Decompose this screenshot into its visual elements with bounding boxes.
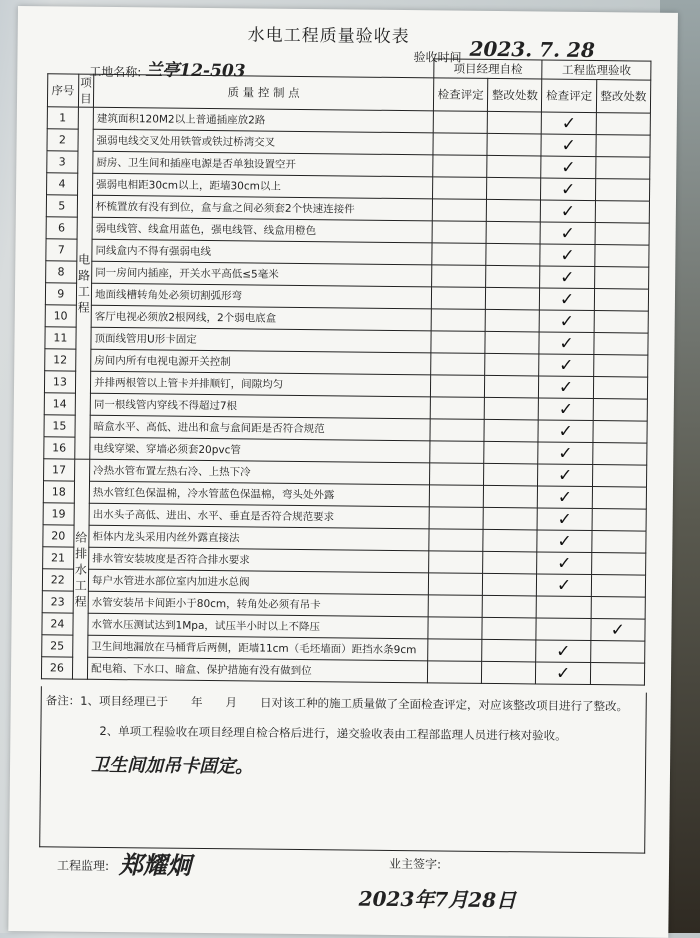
row-number: 4 — [47, 173, 78, 195]
sup-rectify-cell — [594, 333, 649, 356]
row-number: 17 — [44, 459, 75, 481]
sup-check-cell: ✓ — [539, 332, 593, 355]
sup-check-cell: ✓ — [538, 486, 592, 509]
row-number: 26 — [41, 657, 72, 679]
pm-check-cell — [432, 221, 486, 244]
sup-rectify-cell — [596, 135, 651, 158]
sup-rectify-cell — [595, 201, 650, 224]
control-point-text: 冷热水管布置左热右冷、上热下冷 — [90, 459, 430, 485]
sup-check-cell: ✓ — [536, 662, 590, 685]
pm-check-cell — [430, 419, 484, 442]
pm-rectify-cell — [483, 573, 537, 596]
pm-check-cell — [432, 265, 486, 288]
sup-rectify-cell — [592, 487, 647, 510]
pm-check-cell — [430, 397, 484, 420]
sup-rectify-cell — [592, 465, 647, 488]
category-water: 给排水工程 — [72, 459, 90, 679]
pm-self-check-header: 项目经理自检 — [434, 59, 543, 79]
supervisor-label: 工程监理: — [56, 858, 110, 874]
sup-check-cell: ✓ — [539, 354, 593, 377]
sup-check-cell: ✓ — [540, 244, 594, 267]
control-point-text: 客厅电视必须放2根网线，2个弱电底盒 — [91, 305, 431, 331]
sup-check-cell: ✓ — [538, 420, 592, 443]
pm-rectify-cell — [485, 353, 539, 376]
control-point-text: 地面线槽转角处必须切割弧形弯 — [91, 283, 431, 309]
sup-check-cell: ✓ — [536, 640, 590, 663]
pm-check-cell — [432, 243, 486, 266]
sup-rectify-cell — [591, 597, 646, 620]
pm-rectify-cell — [483, 529, 537, 552]
sup-rectify-cell — [594, 267, 649, 290]
control-point-text: 房间内所有电视电源开关控制 — [91, 349, 431, 375]
sup-check-cell: ✓ — [540, 310, 594, 333]
row-number: 24 — [42, 613, 73, 635]
control-point-text: 电线穿梁、穿墙必须套20pvc管 — [90, 437, 430, 463]
control-point-text: 强弱电线交叉处用铁管或铁过桥湾交叉 — [93, 129, 433, 155]
control-point-text: 热水管红色保温棉，冷水管蓝色保温棉，弯头处外露 — [89, 481, 429, 507]
sup-rectify-cell — [595, 157, 650, 180]
pm-rectify-cell — [486, 221, 540, 244]
control-point-text: 强弱电相距30cm以上，距墙30cm以上 — [93, 173, 433, 199]
control-point-text: 杯梳置放有没有到位，盒与盒之间必须套2个快速连接件 — [92, 195, 432, 221]
pm-check-cell — [429, 551, 483, 574]
sup-check-eval-header: 检查评定 — [542, 79, 597, 113]
site-name-handwritten: 兰亭12-503 — [145, 60, 246, 82]
sup-rectify-cell — [593, 355, 648, 378]
pm-check-cell — [428, 617, 482, 640]
row-number: 18 — [43, 481, 74, 503]
pm-rectify-cell — [484, 463, 538, 486]
category-electric: 电路工程 — [74, 107, 93, 459]
inspection-form — [8, 6, 678, 938]
control-point-text: 卫生间地漏放在马桶背后两侧，距墙11cm（毛坯墙面）距挡水条9cm — [88, 635, 428, 661]
pm-check-cell — [430, 441, 484, 464]
sup-rectify-cell — [591, 553, 646, 576]
sup-rectify-cell — [594, 289, 649, 312]
sup-check-cell: ✓ — [541, 134, 595, 157]
sup-rectify-cell — [596, 113, 651, 136]
pm-rectify-cell — [487, 133, 541, 156]
sup-rectify-cell — [593, 377, 648, 400]
row-number: 25 — [42, 635, 73, 657]
pm-rectify-cell — [482, 617, 536, 640]
sup-rectify-cell — [592, 443, 647, 466]
sup-rectify-cell — [595, 223, 650, 246]
control-point-text: 水管安装吊卡间距小于80cm，转角处必须有吊卡 — [88, 591, 428, 617]
pm-rectify-cell — [487, 177, 541, 200]
note-1: 备注：1、项目经理已于 年 月 日对该工种的施工质量做了全面检查评定，对应该整改项目进行了整改。 — [45, 693, 629, 714]
row-number: 16 — [44, 437, 75, 459]
supervisor-acceptance-header: 工程监理验收 — [542, 60, 651, 80]
pm-rectify-cell — [486, 287, 540, 310]
pm-rectify-cell — [485, 309, 539, 332]
sup-check-cell: ✓ — [539, 398, 593, 421]
sup-check-cell: ✓ — [538, 442, 592, 465]
pm-rectify-cell — [482, 661, 536, 684]
control-point-text: 水管水压测试达到1Mpa，试压半小时以上不降压 — [88, 613, 428, 639]
pm-rectify-cell — [486, 265, 540, 288]
receipt-time-label: 验收时间 — [413, 50, 462, 65]
pm-check-cell — [431, 331, 485, 354]
pm-rectify-cell — [484, 397, 538, 420]
sup-check-cell: ✓ — [541, 178, 595, 201]
pm-rectify-cell — [486, 199, 540, 222]
sup-rectify-cell — [592, 509, 647, 532]
note-2: 2、单项工程验收在项目经理自检合格后进行，递交验收表由工程部监理人员进行核对验收。 — [99, 723, 567, 743]
sup-check-cell: ✓ — [541, 200, 595, 223]
seq-header: 序号 — [47, 74, 78, 107]
pm-check-cell — [432, 177, 486, 200]
pm-check-cell — [433, 155, 487, 178]
pm-check-cell — [428, 595, 482, 618]
row-number: 2 — [47, 129, 78, 151]
owner-signature-label: 业主签字: — [388, 856, 442, 872]
sup-check-cell: ✓ — [540, 288, 594, 311]
control-point-text: 同一房间内插座，开关水平高低≤5毫米 — [92, 261, 432, 287]
pm-check-cell — [433, 111, 487, 134]
row-number: 15 — [44, 415, 75, 437]
pm-rectify-count-header: 整改处数 — [488, 78, 543, 112]
pm-rectify-cell — [485, 375, 539, 398]
pm-check-cell — [429, 507, 483, 530]
pm-check-cell — [431, 309, 485, 332]
pm-rectify-cell — [485, 331, 539, 354]
control-point-text: 顶面线管用U形卡固定 — [91, 327, 431, 353]
row-number: 13 — [44, 371, 75, 393]
sup-check-cell: ✓ — [539, 376, 593, 399]
sup-rectify-cell — [590, 641, 645, 664]
sup-rectify-cell — [593, 421, 648, 444]
row-number: 10 — [45, 305, 76, 327]
project-header: 项目 — [80, 75, 92, 106]
sup-check-cell — [536, 618, 590, 641]
pm-check-cell — [429, 463, 483, 486]
supervisor-signature: 郑耀炯 — [118, 850, 192, 880]
sup-check-cell: ✓ — [537, 508, 591, 531]
sup-check-cell: ✓ — [537, 552, 591, 575]
pm-rectify-cell — [482, 639, 536, 662]
pm-check-cell — [431, 287, 485, 310]
pm-check-cell — [429, 485, 483, 508]
control-point-text: 柜体内龙头采用内丝外露直接法 — [89, 525, 429, 551]
row-number: 19 — [43, 503, 74, 525]
sup-rectify-cell — [593, 399, 648, 422]
site-name-label: 工地名称: — [89, 64, 142, 80]
sup-rectify-cell — [594, 311, 649, 334]
row-number: 1 — [47, 107, 78, 129]
control-point-text: 每户水管进水部位室内加进水总阀 — [88, 569, 428, 595]
pm-check-cell — [429, 529, 483, 552]
row-number: 7 — [46, 239, 77, 261]
sup-check-cell: ✓ — [537, 530, 591, 553]
row-number: 20 — [43, 525, 74, 547]
sup-rectify-cell: ✓ — [591, 619, 646, 642]
pm-rectify-cell — [487, 155, 541, 178]
control-point-text: 厨房、卫生间和插座电源是否单独设置空开 — [93, 151, 433, 177]
pm-rectify-cell — [483, 485, 537, 508]
sup-rectify-cell — [592, 531, 647, 554]
control-point-text: 弱电线管、线盒用蓝色，强电线管、线盒用橙色 — [92, 217, 432, 243]
row-number: 14 — [44, 393, 75, 415]
signing-date: 2023年7月28日 — [358, 886, 517, 913]
control-point-text: 排水管安装坡度是否符合排水要求 — [89, 547, 429, 573]
sup-check-cell — [537, 596, 591, 619]
pm-check-cell — [433, 133, 487, 156]
sup-check-cell: ✓ — [540, 222, 594, 245]
row-number: 3 — [47, 151, 78, 173]
sup-rectify-cell — [595, 245, 650, 268]
pm-check-eval-header: 检查评定 — [433, 78, 488, 112]
row-number: 9 — [45, 283, 76, 305]
receipt-date-handwritten: 2023. 7. 28 — [469, 36, 595, 63]
pm-check-cell — [428, 573, 482, 596]
row-number: 21 — [43, 547, 74, 569]
pm-check-cell — [431, 353, 485, 376]
sup-check-cell: ✓ — [541, 156, 595, 179]
pm-check-cell — [428, 639, 482, 662]
pm-check-cell — [432, 199, 486, 222]
control-point-text: 暗盒水平、高低、进出和盒与盒间距是否符合规范 — [90, 415, 430, 441]
control-point-text: 出水头子高低、进出、水平、垂直是否符合规范要求 — [89, 503, 429, 529]
row-number: 5 — [46, 195, 77, 217]
notes-section — [39, 686, 647, 853]
pm-rectify-cell — [484, 441, 538, 464]
row-number: 12 — [45, 349, 76, 371]
control-point-text: 同线盒内不得有强弱电线 — [92, 239, 432, 265]
form-title: 水电工程质量验收表 — [247, 25, 410, 48]
quality-control-table — [41, 54, 652, 685]
pm-rectify-cell — [486, 243, 540, 266]
row-number: 8 — [46, 261, 77, 283]
sup-rectify-cell — [595, 179, 650, 202]
control-points-header: 质 量 控 制 点 — [93, 74, 433, 111]
pm-rectify-cell — [483, 507, 537, 530]
pm-rectify-cell — [484, 419, 538, 442]
row-number: 23 — [42, 591, 73, 613]
pm-rectify-cell — [483, 551, 537, 574]
sup-rectify-cell — [590, 663, 645, 686]
sup-rectify-cell — [591, 575, 646, 598]
row-number: 11 — [45, 327, 76, 349]
control-point-text: 配电箱、下水口、暗盒、保护措施有没有做到位 — [88, 657, 428, 683]
row-number: 22 — [42, 569, 73, 591]
sup-check-cell: ✓ — [538, 464, 592, 487]
control-point-text: 并排两根管以上管卡并排顺钉，间隙均匀 — [90, 371, 430, 397]
control-point-text: 同一根线管内穿线不得超过7根 — [90, 393, 430, 419]
sup-rectify-count-header: 整改处数 — [596, 80, 651, 114]
pm-rectify-cell — [482, 595, 536, 618]
control-point-text: 建筑面积120M2以上普通插座放2路 — [93, 107, 433, 133]
sup-check-cell: ✓ — [542, 112, 596, 135]
sup-check-cell: ✓ — [540, 266, 594, 289]
row-number: 6 — [46, 217, 77, 239]
pm-check-cell — [427, 661, 481, 684]
pm-check-cell — [430, 375, 484, 398]
sup-check-cell: ✓ — [537, 574, 591, 597]
pm-rectify-cell — [487, 111, 541, 134]
handwritten-remark: 卫生间加吊卡固定。 — [90, 754, 254, 778]
